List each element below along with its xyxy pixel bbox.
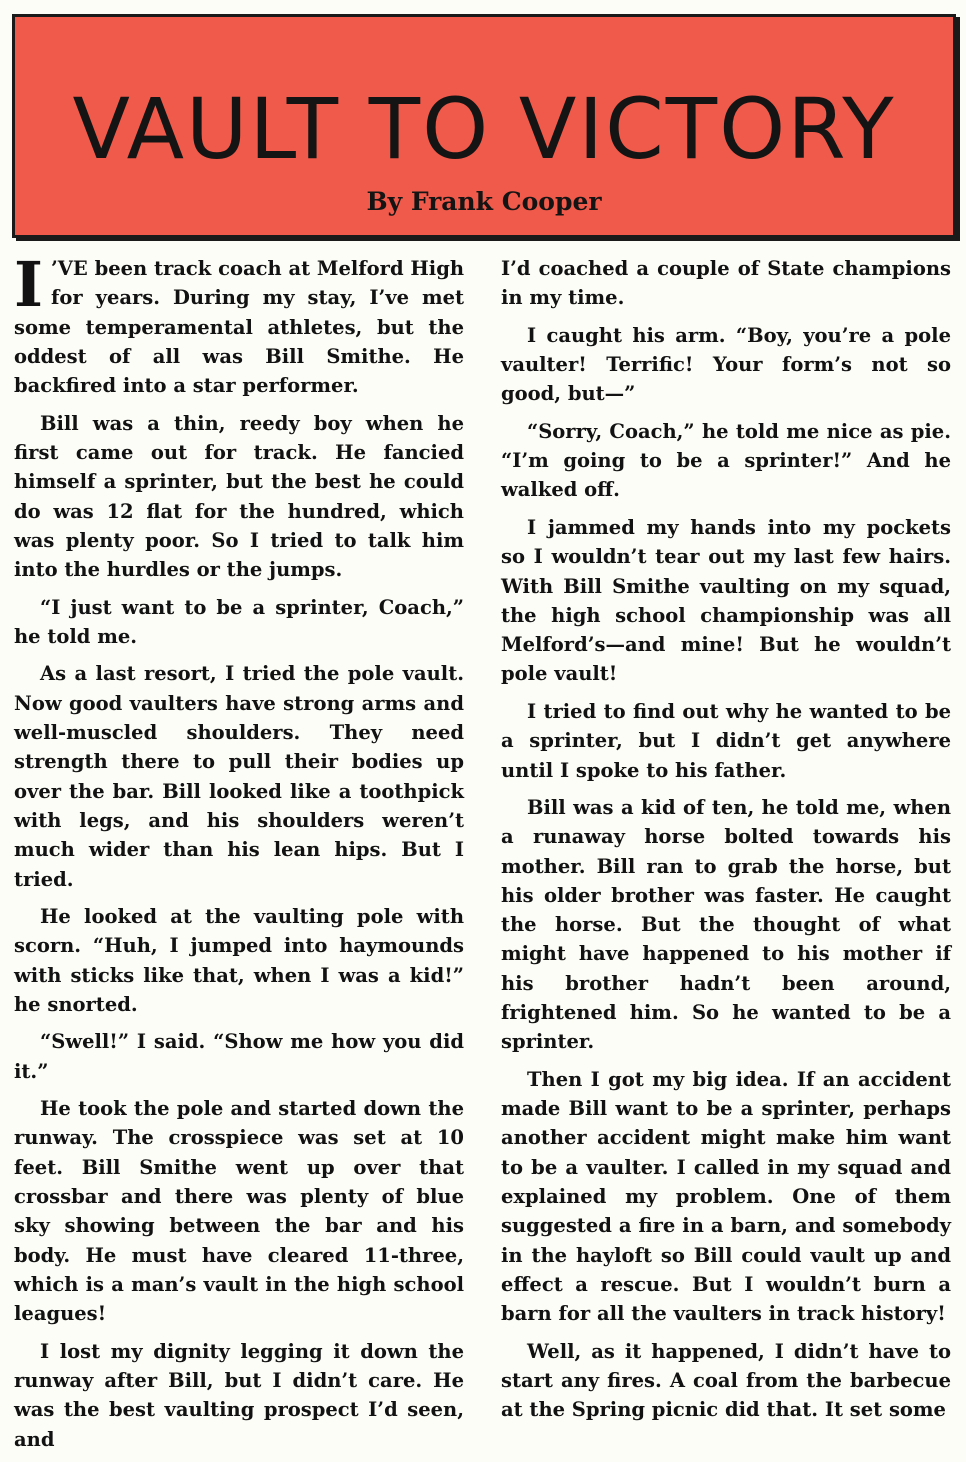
paragraph: He looked at the vaulting pole with scorn. “Huh, I jumped into haymounds with sticks like that, when I was a kid!” he snorted.: [14, 904, 464, 1016]
article-byline: By Frank Cooper: [366, 187, 602, 216]
paragraph: I tried to find out why he wanted to be a sprinter, but I didn’t get anywhere until I spoke to his father.: [501, 699, 951, 782]
title-banner: [12, 14, 956, 238]
paragraph: I jammed my hands into my pockets so I wouldn’t tear out my last few hairs. With Bill Smithe vaulting on my squad, the high school championship was all Melford’s—and mine! But he wouldn’t pole vault!: [501, 515, 951, 686]
left-column: [14, 248, 465, 1462]
paragraph: I caught his arm. “Boy, you’re a pole vaulter! Terrific! Your form’s not so good, but—”: [501, 323, 951, 406]
paragraph: Then I got my big idea. If an accident made Bill want to be a sprinter, perhaps another accident might make him want to be a vaulter. I called in my squad and explained my problem. One of them suggested a fire in a barn, and somebody in the hayloft so Bill could vault up and effect a rescue. But I wouldn’t burn a barn for all the vaulters in track history!: [501, 1067, 951, 1326]
paragraph-text: ’VE been track coach at Melford High for years. During my stay, I’ve met some temperamental athletes, but the oddest of all was Bill Smithe. He backfired into a star performer.: [14, 257, 465, 398]
paragraph: “Swell!” I said. “Show me how you did it.”: [14, 1030, 464, 1083]
paragraph: He took the pole and started down the runway. The crosspiece was set at 10 feet. Bill Smithe went up over that crossbar and there was plenty of blue sky showing between the bar and his body. He must have cleared 11-three, which is a man’s vault in the high school leagues!: [14, 1097, 464, 1326]
article-title: VAULT TO VICTORY: [72, 80, 896, 178]
right-column: [501, 254, 951, 1433]
paragraph: Bill was a thin, reedy boy when he first came out for track. He fancied himself a sprinter, but the best he could do was 12 flat for the hundred, which was plenty poor. So I tried to talk him into the hurdles or the jumps.: [14, 411, 464, 582]
paragraph: “I just want to be a sprinter, Coach,” he told me.: [14, 595, 464, 648]
paragraph: I lost my dignity legging it down the runway after Bill, but I didn’t care. He was the best vaulting prospect I’d seen, and: [14, 1339, 464, 1451]
drop-cap: I: [14, 248, 44, 321]
paragraph: I’d coached a couple of State champions in my time.: [501, 257, 951, 310]
paragraph: [14, 248, 465, 400]
paragraph: Well, as it happened, I didn’t have to start any fires. A coal from the barbecue at the Spring picnic did that. It set some: [501, 1339, 951, 1422]
paragraph: As a last resort, I tried the pole vault. Now good vaulters have strong arms and well-muscled shoulders. They need strength there to pull their bodies up over the bar. Bill looked like a toothpick with legs, and his shoulders weren’t much wider than his lean hips. But I tried.: [14, 662, 464, 891]
paragraph: Bill was a kid of ten, he told me, when a runaway horse bolted towards his mother. Bill ran to grab the horse, but his older brother was faster. He caught the horse. But the thought of what might have happened to his mother if his brother hadn’t been around, frightened him. So he wanted to be a sprinter.: [501, 795, 951, 1054]
paragraph: “Sorry, Coach,” he told me nice as pie. “I’m going to be a sprinter!” And he walked off.: [501, 419, 951, 502]
